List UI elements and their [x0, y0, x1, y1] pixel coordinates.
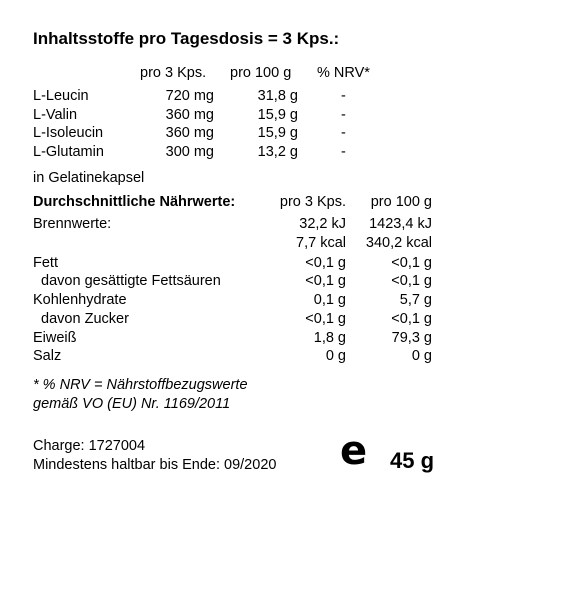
- nutrition-value-per-dose: 32,2 kJ: [299, 216, 346, 232]
- ingredient-name: L-Glutamin: [33, 144, 104, 160]
- best-before-date: Mindestens haltbar bis Ende: 09/2020: [33, 457, 277, 473]
- nutrition-value-per-dose: <0,1 g: [305, 311, 346, 327]
- ingredient-name: L-Leucin: [33, 88, 89, 104]
- charge-number: Charge: 1727004: [33, 438, 146, 454]
- nutrition-value-per-100g: 0 g: [411, 348, 432, 364]
- ingredient-name: L-Isoleucin: [33, 125, 104, 141]
- nutrition-row-label: davon gesättigte Fettsäuren: [33, 273, 221, 289]
- ingredient-name: L-Valin: [33, 107, 78, 123]
- capsule-note: in Gelatinekapsel: [33, 170, 145, 186]
- net-weight: 45 g: [390, 448, 435, 473]
- nutrition-row-label: Kohlenhydrate: [33, 292, 127, 308]
- footnote-line-1: * % NRV = Nährstoffbezugswerte: [33, 377, 248, 393]
- nutrition-value-per-100g: <0,1 g: [391, 255, 432, 271]
- nutrition-value-per-dose: 0 g: [325, 348, 346, 364]
- ingredient-dose: 360 mg: [165, 107, 214, 123]
- nutrition-row-label: Brennwerte:: [33, 216, 112, 232]
- ingredient-nrv: -: [341, 144, 346, 160]
- nutrition-row-label: Fett: [33, 255, 58, 271]
- nutrition-value-per-100g: 340,2 kcal: [365, 235, 432, 251]
- nutrition-row-label: Salz: [33, 348, 62, 364]
- nutrition-value-per-100g: <0,1 g: [391, 311, 432, 327]
- ingredient-dose: 300 mg: [165, 144, 214, 160]
- ingredients-header-dose: pro 3 Kps.: [140, 65, 207, 81]
- nutrition-value-per-100g: <0,1 g: [391, 273, 432, 289]
- nutrition-value-per-dose: <0,1 g: [305, 255, 346, 271]
- ingredient-dose: 720 mg: [165, 88, 214, 104]
- nutrition-row-label: davon Zucker: [33, 311, 129, 327]
- nutrition-value-per-dose: <0,1 g: [305, 273, 346, 289]
- ingredient-per100: 13,2 g: [257, 144, 298, 160]
- ingredient-nrv: -: [341, 125, 346, 141]
- ingredient-dose: 360 mg: [165, 125, 214, 141]
- nutrition-value-per-dose: 7,7 kcal: [296, 235, 346, 251]
- nutrition-value-per-dose: 0,1 g: [313, 292, 346, 308]
- ingredients-header-per100: pro 100 g: [230, 65, 292, 81]
- nutrition-value-per-100g: 5,7 g: [399, 292, 432, 308]
- nutrition-row-label: Eiweiß: [33, 330, 77, 346]
- nutrition-value-per-100g: 1423,4 kJ: [369, 216, 432, 232]
- estimated-sign-icon: e: [340, 428, 368, 474]
- nutrition-col1-header: pro 3 Kps.: [279, 194, 346, 210]
- ingredient-per100: 31,8 g: [257, 88, 298, 104]
- nutrition-col2-header: pro 100 g: [370, 194, 432, 210]
- ingredient-nrv: -: [341, 107, 346, 123]
- nutrition-value-per-dose: 1,8 g: [313, 330, 346, 346]
- ingredient-per100: 15,9 g: [257, 125, 298, 141]
- ingredient-per100: 15,9 g: [257, 107, 298, 123]
- ingredient-nrv: -: [341, 88, 346, 104]
- footnote-line-2: gemäß VO (EU) Nr. 1169/2011: [33, 396, 231, 412]
- nutrition-header: Durchschnittliche Nährwerte:: [33, 194, 236, 210]
- nutrition-value-per-100g: 79,3 g: [391, 330, 432, 346]
- page-title: Inhaltsstoffe pro Tagesdosis = 3 Kps.:: [33, 29, 340, 48]
- ingredients-header-nrv: % NRV*: [317, 65, 370, 81]
